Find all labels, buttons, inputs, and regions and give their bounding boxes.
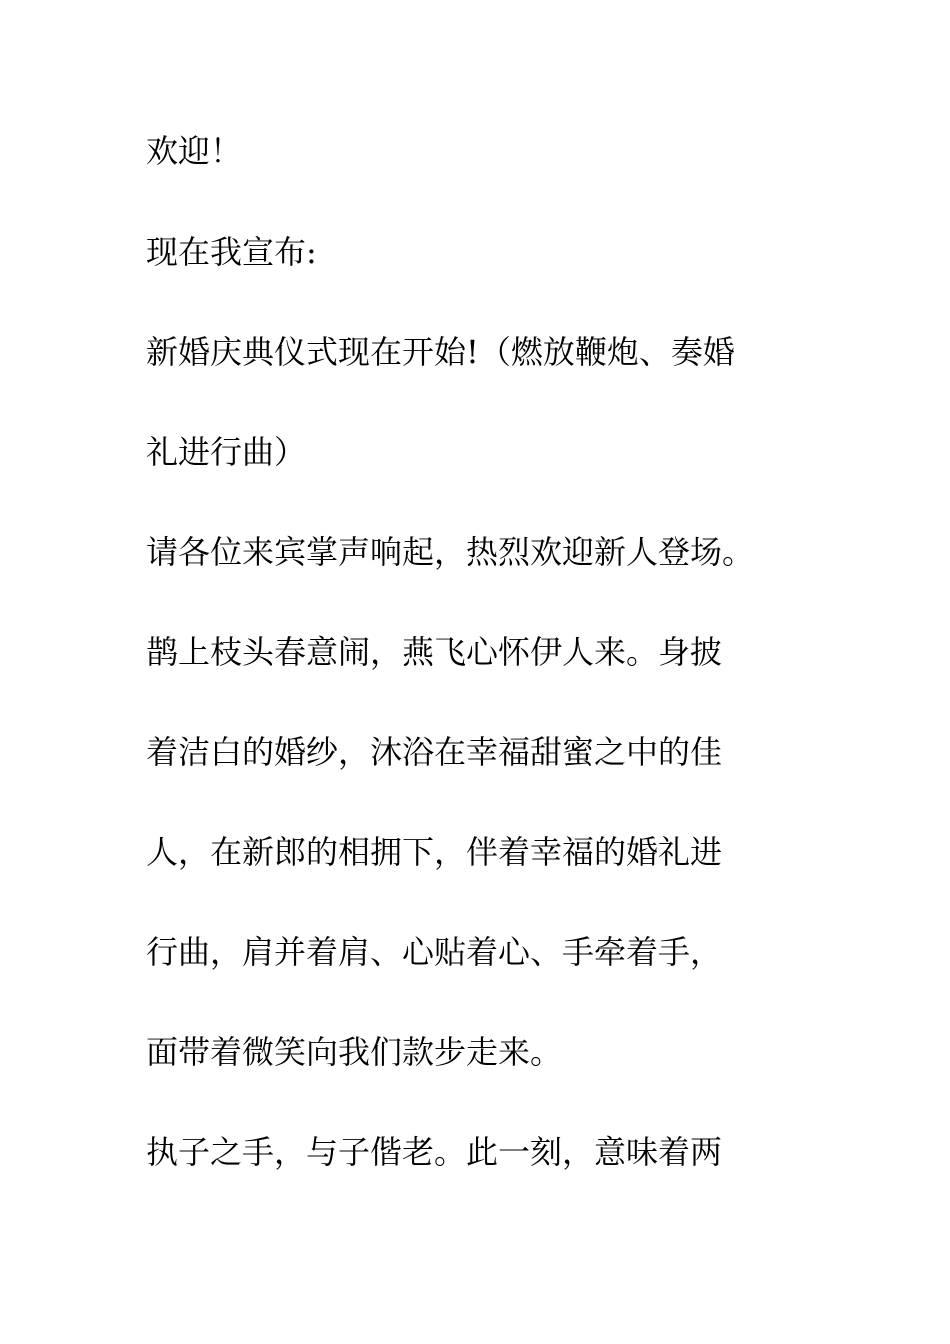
text-line: 礼进行曲）	[146, 433, 307, 471]
text-line: 着洁白的婚纱，沐浴在幸福甜蜜之中的佳	[146, 733, 723, 771]
text-line: 请各位来宾掌声响起，热烈欢迎新人登场。	[146, 533, 755, 571]
text-line: 行曲，肩并着肩、心贴着心、手牵着手，	[146, 933, 723, 971]
text-line: 鹊上枝头春意闹，燕飞心怀伊人来。身披	[146, 633, 723, 671]
text-line: 现在我宣布:	[146, 233, 317, 271]
text-line: 执子之手，与子偕老。此一刻，意味着两	[146, 1133, 723, 1171]
text-line: 人，在新郎的相拥下，伴着幸福的婚礼进	[146, 833, 723, 871]
text-line: 欢迎！	[146, 132, 243, 170]
text-line: 新婚庆典仪式现在开始!（燃放鞭炮、奏婚	[146, 333, 735, 371]
text-line: 面带着微笑向我们款步走来。	[146, 1033, 563, 1071]
